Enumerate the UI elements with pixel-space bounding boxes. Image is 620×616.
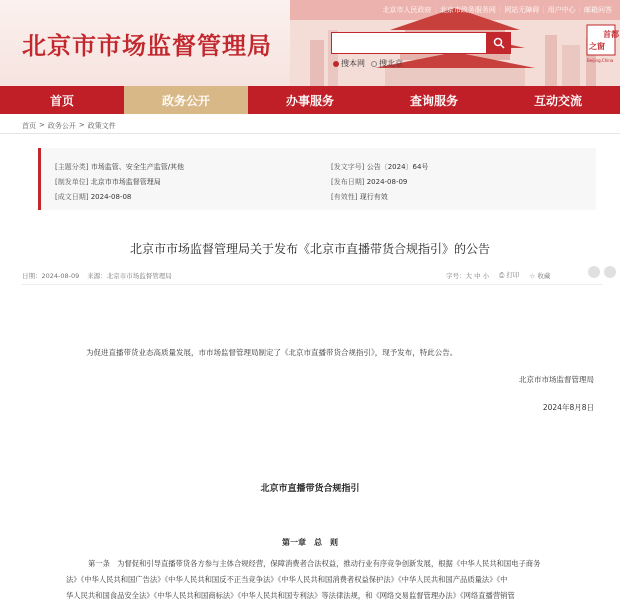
scope-beijing[interactable]: 搜北京 [371,58,403,69]
article-tools [446,270,550,280]
search-icon [493,37,505,49]
breadcrumb-home[interactable]: 首页 [22,122,36,130]
body-line: 法》《中华人民共和国广告法》《中华人民共和国反不正当竞争法》《中华人民共和国消费者权益保护法》《中华人民共和国产品质量法》《中 [66,575,508,584]
divider [22,284,602,285]
article-meta [22,271,172,280]
article-source: 来源：北京市市场监督管理局 [87,272,172,280]
search-scope-options [333,58,403,69]
toplink-beijing-gov[interactable]: 北京市人民政府 [382,6,432,14]
breadcrumb: 首页 > 政务公开 > 政策文件 [22,121,116,130]
search-button[interactable] [487,32,511,54]
wechat-share-icon[interactable] [588,266,600,278]
logo-text-line1: 首都 [603,30,619,39]
radio-checked-icon [333,61,339,67]
guideline-title: 北京市直播带货合规指引 [260,484,360,494]
article-date: 日期：2024-08-09 [22,272,80,280]
nav-query[interactable]: 查询服务 [409,93,458,108]
signature-date: 2024年8月8日 [542,403,594,412]
radio-unchecked-icon [371,61,377,67]
nav-home[interactable]: 首页 [49,93,74,108]
article-title: 北京市市场监督管理局关于发布《北京市直播带货合规指引》的公告 [129,242,490,256]
share-buttons [588,266,616,278]
info-publish-date: [发布日期] 2024-08-09 [331,178,408,186]
weibo-share-icon[interactable] [604,266,616,278]
star-icon: ☆ [529,271,536,280]
info-subject: [主题分类] 市场监管、安全生产监管/其他 [55,163,185,171]
print-button[interactable]: ⎙ 打印 [499,271,520,279]
nav-gov-affairs[interactable]: 政务公开 [124,86,248,114]
scope-this-site[interactable]: 搜本网 [333,58,365,69]
logo-text-line2: 之窗 [589,42,605,51]
site-title[interactable]: 北京市市场监督管理局 [22,32,272,60]
divider [0,133,620,134]
chapter-heading: 第一章 总 则 [282,538,338,547]
logo-text-line3: Beijing.China [587,58,614,63]
toplink-mail-qa[interactable]: 邮箱问答 [584,6,612,14]
main-nav [0,86,620,114]
toplink-user-center[interactable]: 用户中心 [547,6,576,14]
info-doc-number: [发文字号] 公告〔2024〕64号 [331,163,429,171]
toplink-service-portal[interactable]: 北京市政务服务网 [439,6,496,14]
top-links-bar: 北京市人民政府 | 北京市政务服务网 | 网站无障碍 | 用户中心 | 邮箱问答 [382,6,612,14]
article-body [66,556,606,604]
favorite-button[interactable]: ☆ 收藏 [529,271,551,280]
info-issuer: [制发单位] 北京市市场监督管理局 [55,178,161,186]
site-header [0,0,620,86]
intro-paragraph: 为促进直播带货业态高质量发展，市市场监督管理局制定了《北京市直播带货合规指引》，现予发布，特此公告。 [86,348,458,357]
capital-window-logo[interactable] [586,24,619,64]
print-icon: ⎙ [499,271,505,279]
nav-interaction[interactable]: 互动交流 [533,93,582,108]
info-drafted-date: [成文日期] 2024-08-08 [55,193,132,201]
toplink-accessibility[interactable]: 网站无障碍 [504,6,540,14]
breadcrumb-policy-docs[interactable]: 政策文件 [87,122,116,130]
signature-org: 北京市市场监督管理局 [519,375,594,384]
body-line: 第一条 为督促和引导直播带货各方参与主体合规经营，保障消费者合法权益，推动行业有序竞争创新发展，根据《中华人民共和国电子商务 [88,559,541,568]
nav-services[interactable]: 办事服务 [285,93,334,108]
breadcrumb-gov-affairs[interactable]: 政务公开 [47,122,76,130]
body-line: 华人民共和国食品安全法》《中华人民共和国商标法》《中华人民共和国专利法》等法律法规，和《网络交易监督管理办法》《网络直播营销管 [66,591,515,600]
document-info-box [38,148,596,210]
search-input[interactable] [331,32,487,54]
font-size-switch[interactable]: 字号：大 中 小 [446,271,490,280]
info-validity: [有效性] 现行有效 [331,193,388,201]
